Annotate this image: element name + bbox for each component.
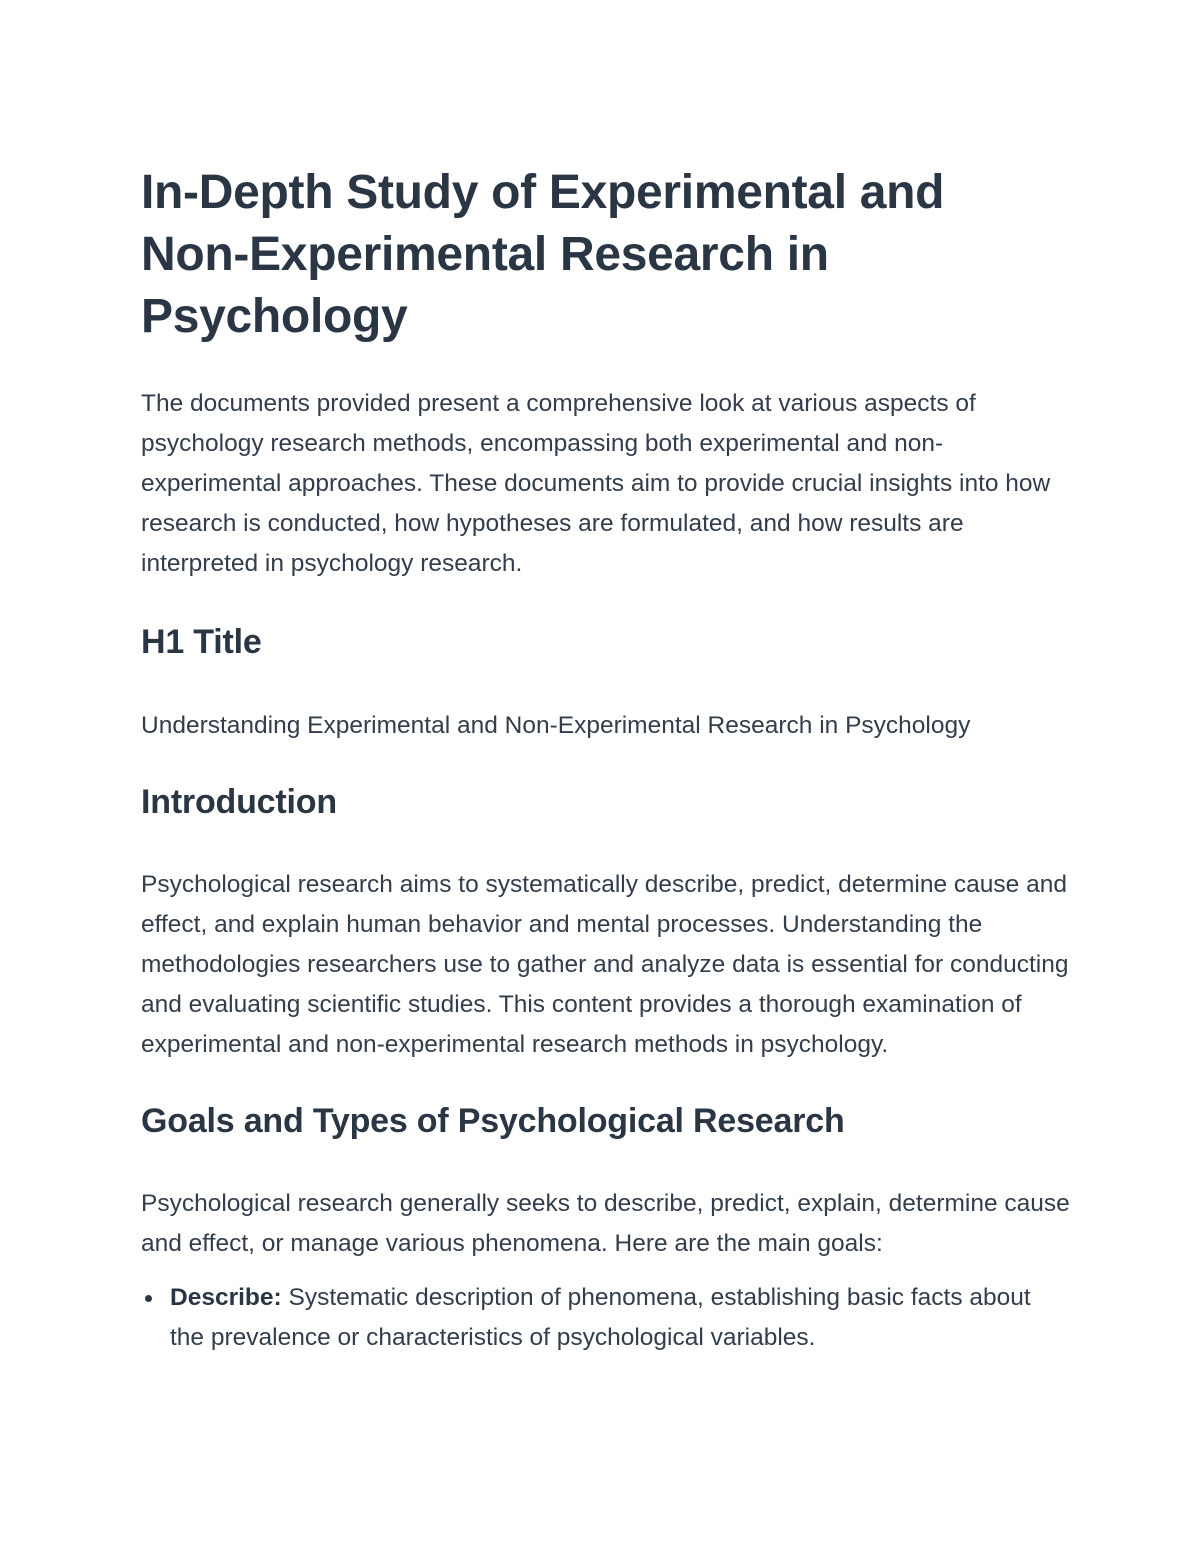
list-item-term: Describe: bbox=[170, 1284, 282, 1311]
goals-paragraph: Psychological research generally seeks to describe, predict, explain, determine cause and effect, or manage various phenomena. Here are the main goals: bbox=[141, 1190, 1070, 1257]
introduction-paragraph: Psychological research aims to systematically describe, predict, determine cause and effect, and explain human behavior and mental processes. Understanding the methodologies researchers use to gather and analyze data is essential for conducting and evaluating scientific studies. This content provides a thorough examination of experimental and non-experimental research methods in psychology. bbox=[141, 871, 1069, 1058]
list-item-text: Systematic description of phenomena, establishing basic facts about the prevalence or characteristics of psychological variables. bbox=[170, 1284, 1031, 1351]
list-item bbox=[141, 1278, 1071, 1358]
h1-title-value: Understanding Experimental and Non-Experimental Research in Psychology bbox=[141, 712, 971, 739]
document-title: In-Depth Study of Experimental and Non-Experimental Research in Psychology bbox=[141, 166, 945, 343]
h1-title-heading: H1 Title bbox=[141, 623, 262, 661]
bullet-icon bbox=[145, 1295, 152, 1302]
goals-heading: Goals and Types of Psychological Research bbox=[141, 1102, 845, 1140]
intro-paragraph: The documents provided present a comprehensive look at various aspects of psychology research methods, encompassing both experimental and non-experimental approaches. These documents aim to provide crucial insights into how research is conducted, how hypotheses are formulated, and how results are interpreted in psychology research. bbox=[141, 390, 1051, 577]
goals-list bbox=[141, 1278, 1071, 1358]
introduction-heading: Introduction bbox=[141, 783, 337, 821]
document-page bbox=[141, 162, 1071, 1358]
